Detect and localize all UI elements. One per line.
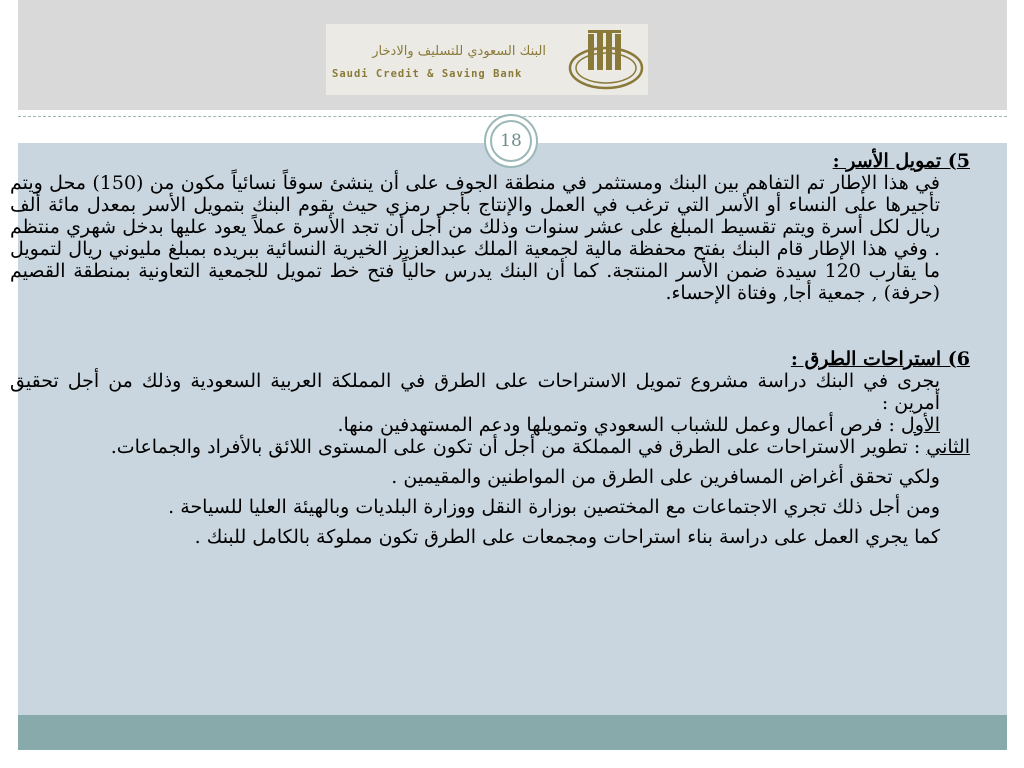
footer-band <box>18 715 1007 750</box>
point-first-label: الأول <box>900 414 940 436</box>
point-second <box>10 436 970 458</box>
bank-emblem-icon <box>566 28 646 92</box>
logo-arabic-name: البنك السعودي للتسليف والادخار <box>372 44 546 59</box>
point-second-text: : تطوير الاستراحات على الطرق في المملكة من أجل أن تكون على المستوى اللائق بالأفراد والجماعات. <box>110 436 927 458</box>
section-6-intro: يجرى في البنك دراسة مشروع تمويل الاستراحات على الطرق في المملكة العربية السعودية وذلك من أجل تحقيق أمرين : <box>10 370 940 414</box>
logo-english-name: Saudi Credit & Saving Bank <box>332 68 523 80</box>
header-band <box>18 0 1007 110</box>
page-number: 18 <box>490 120 532 162</box>
slide-content <box>10 150 970 548</box>
section-6-heading: 6) استراحات الطرق : <box>790 348 970 370</box>
detail-line-2: ومن أجل ذلك تجري الاجتماعات مع المختصين بوزارة النقل ووزارة البلديات وبالهيئة العليا للسياحة . <box>168 496 940 518</box>
detail-line-1: ولكي تحقق أغراض المسافرين على الطرق من المواطنين والمقيمين . <box>391 466 940 488</box>
bank-logo <box>326 24 648 95</box>
point-second-label: الثاني <box>926 436 970 458</box>
detail-line-3: كما يجري العمل على دراسة بناء استراحات ومجمعات على الطرق تكون مملوكة بالكامل للبنك . <box>194 526 940 548</box>
point-first <box>10 414 970 436</box>
section-5-paragraph: في هذا الإطار تم التفاهم بين البنك ومستثمر في منطقة الجوف على أن ينشئ سوقاً نسائياً مكون من (150) محل ويتم تأجيرها على النساء أو الأسر التي ترغب في العمل والإنتاج بأجر رمزي حيث يقوم البنك بتمويل الأسر بمعدل مائة ألف ريال لكل أسرة ويتم تقسيط المبلغ على عشر سنوات وذلك من أجل أن تجد الأسرة عملاً يعود عليها بدخل شهري منتظم . وفي هذا الإطار قام البنك بفتح محفظة مالية لجمعية الملك عبدالعزيز الخيرية النسائية ببريده بمبلغ مليوني ريال لتمويل ما يقارب 120 سيدة ضمن الأسر المنتجة. كما أن البنك يدرس حالياً فتح خط تمويل للجمعية التعاونية بمنطقة القصيم (حرفة) , جمعية أجا, وفتاة الإحساء. <box>10 172 941 304</box>
section-5-heading: 5) تمويل الأسر : <box>832 150 970 172</box>
spacer <box>10 304 970 348</box>
point-first-text: : فرص أعمال وعمل للشباب السعودي وتمويلها ودعم المستهدفين منها. <box>337 414 901 436</box>
